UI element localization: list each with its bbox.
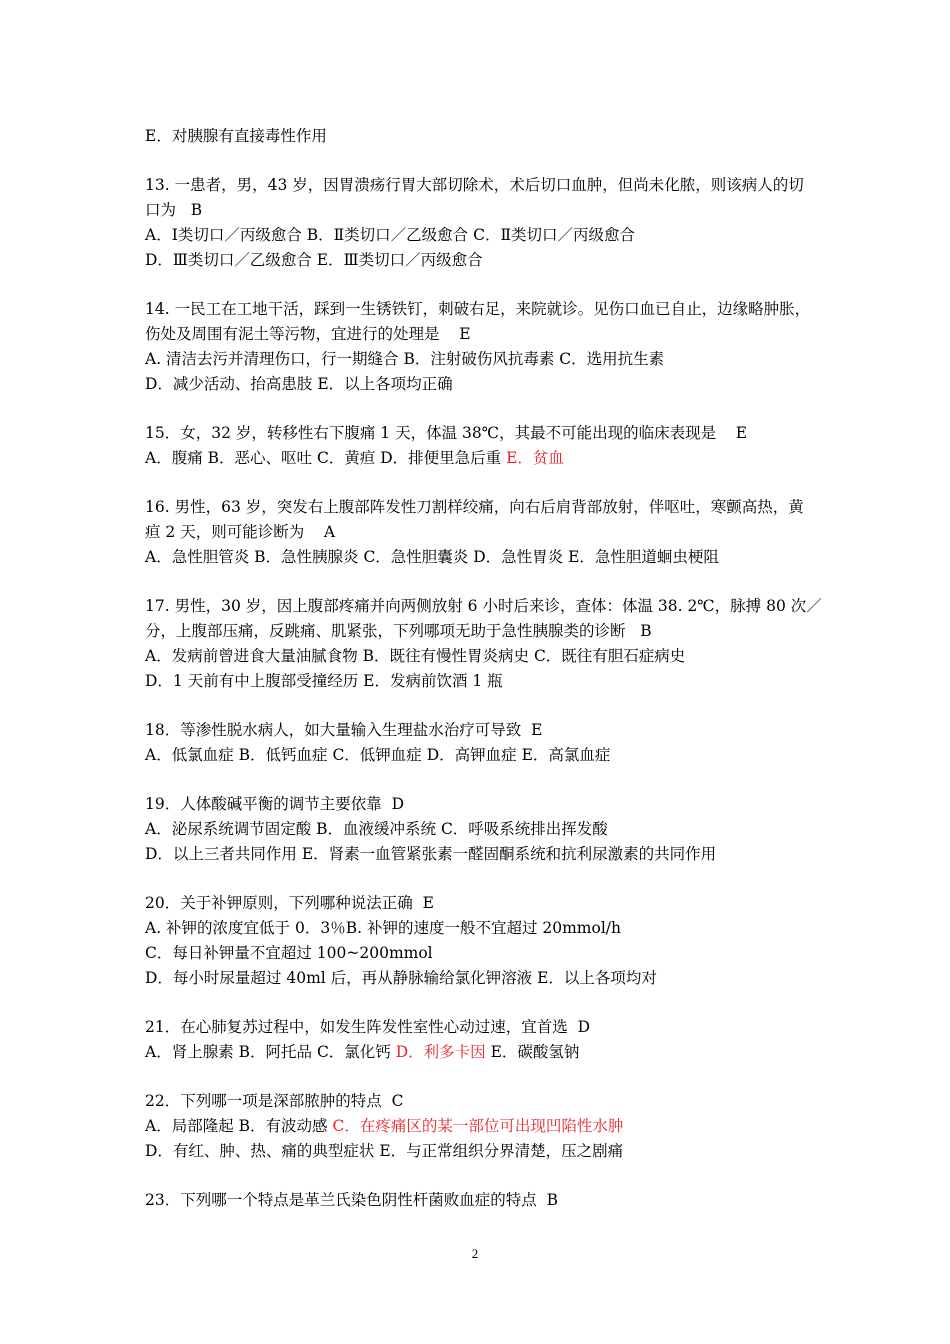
text-run: 22．下列哪一项是深部脓肿的特点 C [145,1092,404,1110]
text-run: D．每小时尿量超过 40ml 后，再从静脉输给氯化钾溶液 E．以上各项均对 [145,969,657,987]
text-run: 14. 一民工在工地干活，踩到一生锈铁钉，刺破右足，来院就诊。见伤口血已自止，边缘略肿胀， [145,300,811,318]
text-run: 23．下列哪一个特点是革兰氏染色阴性杆菌败血症的特点 B [145,1191,558,1209]
paragraph-gap [145,397,825,421]
page-number: 2 [471,1246,479,1261]
text-run: D．减少活动、抬高患肢 E．以上各项均正确 [145,375,453,393]
paragraph-gap [145,867,825,891]
text-line [145,173,825,198]
text-line [145,446,825,471]
highlighted-answer: E．贫血 [506,449,564,467]
text-run: D．Ⅲ类切口／乙级愈合 E．Ⅲ类切口／丙级愈合 [145,251,483,269]
text-run: 19．人体酸碱平衡的调节主要依靠 D [145,795,405,813]
paragraph-gap [145,1164,825,1188]
text-line [145,347,825,372]
paragraph-gap [145,991,825,1015]
text-line [145,1040,825,1065]
text-run: 分，上腹部压痛，反跳痛、肌紧张，下列哪项无助于急性胰腺类的诊断 B [145,622,652,640]
text-line [145,223,825,248]
text-line [145,248,825,273]
paragraph-gap [145,694,825,718]
text-line [145,322,825,347]
text-line [145,1015,825,1040]
text-line [145,545,825,570]
highlighted-answer: C．在疼痛区的某一部位可出现凹陷性水肿 [332,1117,624,1135]
text-run: D．1 天前有中上腹部受撞经历 E．发病前饮酒 1 瓶 [145,672,503,690]
text-line [145,644,825,669]
text-run: A．低氯血症 B．低钙血症 C．低钾血症 D．高钾血症 E．高氯血症 [145,746,611,764]
text-run: 21．在心肺复苏过程中，如发生阵发性室性心动过速，宜首选 D [145,1018,591,1036]
text-run: A. 补钾的浓度宜低于 0．3％B. 补钾的速度一般不宜超过 20mmol/h [145,919,621,937]
text-run: E．对胰腺有直接毒性作用 [145,127,327,145]
text-line [145,495,825,520]
text-run: 18．等渗性脱水病人，如大量输入生理盐水治疗可导致 E [145,721,543,739]
text-run: A．腹痛 B．恶心、呕吐 C．黄疸 D．排便里急后重 [145,449,507,467]
text-run: 疸 2 天，则可能诊断为 A [145,523,336,541]
paragraph-gap [145,570,825,594]
text-run: 20．关于补钾原则，下列哪种说法正确 E [145,894,434,912]
text-line [145,124,825,149]
paragraph-gap [145,273,825,297]
text-run: 伤处及周围有泥土等污物，宜进行的处理是 E [145,325,471,343]
text-run: A．发病前曾进食大量油腻食物 B．既往有慢性胃炎病史 C．既往有胆石症病史 [145,647,686,665]
paragraph-gap [145,1065,825,1089]
text-line [145,594,825,619]
text-line [145,792,825,817]
text-run: 17. 男性，30 岁，因上腹部疼痛并向两侧放射 6 小时后来诊，查体：体温 38. 2℃，脉搏 80 次／ [145,597,822,615]
text-line [145,669,825,694]
text-line [145,1089,825,1114]
text-run: 口为 B [145,201,203,219]
text-run: 13. 一患者，男，43 岁，因胃溃疡行胃大部切除术，术后切口血肿，但尚未化脓，则该病人的切 [145,176,804,194]
text-run: A．局部隆起 B．有波动感 [145,1117,333,1135]
text-run: A．急性胆管炎 B．急性胰腺炎 C．急性胆囊炎 D．急性胃炎 E．急性胆道蛔虫梗阻 [145,548,719,566]
text-line [145,916,825,941]
text-line [145,1139,825,1164]
paragraph-gap [145,768,825,792]
text-run: C．每日补钾量不宜超过 100~200mmol [145,944,433,962]
text-run: A．肾上腺素 B．阿托品 C．氯化钙 [145,1043,396,1061]
paragraph-gap [145,149,825,173]
text-line [145,817,825,842]
text-line [145,619,825,644]
text-run: A. 清洁去污并清理伤口，行一期缝合 B．注射破伤风抗毒素 C．选用抗生素 [145,350,665,368]
text-line [145,1114,825,1139]
text-line [145,966,825,991]
text-line [145,842,825,867]
text-line [145,718,825,743]
text-line [145,297,825,322]
text-line [145,372,825,397]
document-body [145,124,825,1213]
text-line [145,891,825,916]
paragraph-gap [145,471,825,495]
text-run: A．泌尿系统调节固定酸 B．血液缓冲系统 C．呼吸系统排出挥发酸 [145,820,608,838]
text-line [145,421,825,446]
text-run: 15．女，32 岁，转移性右下腹痛 1 天，体温 38℃，其最不可能出现的临床表现是 E [145,424,748,442]
text-run: 16. 男性，63 岁，突发右上腹部阵发性刀割样绞痛，向右后肩背部放射，伴呕吐，寒颤高热，黄 [145,498,804,516]
text-run: E．碳酸氢钠 [485,1043,580,1061]
text-line [145,1188,825,1213]
text-line [145,743,825,768]
text-run: D．有红、肿、热、痛的典型症状 E．与正常组织分界清楚，压之剧痛 [145,1142,624,1160]
text-run: A．Ⅰ类切口／丙级愈合 B．Ⅱ类切口／乙级愈合 C．Ⅱ类切口／丙级愈合 [145,226,635,244]
text-line [145,941,825,966]
text-line [145,198,825,223]
text-line [145,520,825,545]
highlighted-answer: D．利多卡因 [395,1043,486,1061]
text-run: D．以上三者共同作用 E．肾素一血管紧张素一醛固酮系统和抗利尿激素的共同作用 [145,845,717,863]
